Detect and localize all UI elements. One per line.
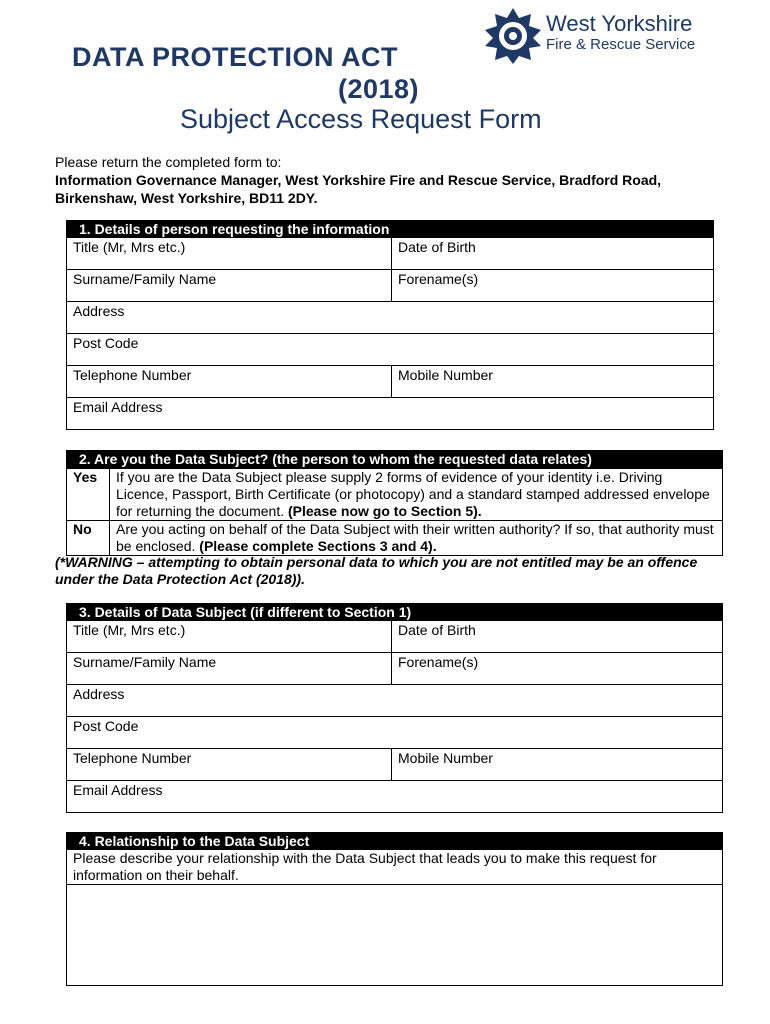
s1-forename-field[interactable]: Forename(s) <box>392 270 714 302</box>
section2-table <box>66 450 723 556</box>
no-text: Are you acting on behalf of the Data Subject with their written authority? If so, that authority must be enclosed. <box>116 521 714 554</box>
s3-surname-field[interactable]: Surname/Family Name <box>67 653 392 685</box>
yes-option[interactable]: Yes <box>67 469 110 521</box>
s3-forename-field[interactable]: Forename(s) <box>392 653 723 685</box>
section3-table <box>66 603 723 813</box>
yes-text: If you are the Data Subject please supply 2 forms of evidence of your identity i.e. Driving Licence, Passport, Birth Certificate (or photocopy) and a standard stamped addressed envelope for returning the document. <box>116 469 710 519</box>
s3-telephone-field[interactable]: Telephone Number <box>67 749 392 781</box>
section3-heading: 3. Details of Data Subject (if different to Section 1) <box>67 604 723 621</box>
fire-service-crest-icon <box>483 6 543 66</box>
s3-dob-field[interactable]: Date of Birth <box>392 621 723 653</box>
logo-name: West Yorkshire <box>546 11 693 36</box>
no-description <box>110 521 723 556</box>
s1-telephone-field[interactable]: Telephone Number <box>67 366 392 398</box>
yes-description <box>110 469 723 521</box>
no-option[interactable]: No <box>67 521 110 556</box>
section1-heading: 1. Details of person requesting the information <box>67 221 714 238</box>
s3-email-field[interactable]: Email Address <box>67 781 723 813</box>
s3-mobile-field[interactable]: Mobile Number <box>392 749 723 781</box>
section4-instruction: Please describe your relationship with the Data Subject that leads you to make this request for information on their behalf. <box>67 850 723 885</box>
s1-dob-field[interactable]: Date of Birth <box>392 238 714 270</box>
logo-tagline: Fire & Rescue Service <box>546 36 696 53</box>
section4-heading: 4. Relationship to the Data Subject <box>67 833 723 850</box>
s3-postcode-field[interactable]: Post Code <box>67 717 723 749</box>
s1-surname-field[interactable]: Surname/Family Name <box>67 270 392 302</box>
page-title: DATA PROTECTION ACT <box>72 42 398 72</box>
s3-title-field[interactable]: Title (Mr, Mrs etc.) <box>67 621 392 653</box>
return-address: Information Governance Manager, West Yorkshire Fire and Rescue Service, Bradford Road, Birkenshaw, West Yorkshire, BD11 2DY. <box>55 172 662 206</box>
relationship-textarea[interactable] <box>67 885 723 986</box>
s1-title-field[interactable]: Title (Mr, Mrs etc.) <box>67 238 392 270</box>
s3-address-field[interactable]: Address <box>67 685 723 717</box>
s1-address-field[interactable]: Address <box>67 302 714 334</box>
section4-table <box>66 832 723 986</box>
section1-table <box>66 220 714 430</box>
page-title-year: (2018) <box>338 74 420 104</box>
s1-postcode-field[interactable]: Post Code <box>67 334 714 366</box>
s1-mobile-field[interactable]: Mobile Number <box>392 366 714 398</box>
s1-email-field[interactable]: Email Address <box>67 398 714 430</box>
no-instruction: (Please complete Sections 3 and 4). <box>199 538 437 554</box>
warning-text: (*WARNING – attempting to obtain personal data to which you are not entitled may be an offence under the Data Protection Act (2018)). <box>55 554 698 587</box>
section2-heading: 2. Are you the Data Subject? (the person to whom the requested data relates) <box>67 451 723 469</box>
return-intro: Please return the completed form to: <box>55 154 282 170</box>
page-subtitle: Subject Access Request Form <box>180 104 542 134</box>
yes-instruction: (Please now go to Section 5). <box>288 503 482 519</box>
